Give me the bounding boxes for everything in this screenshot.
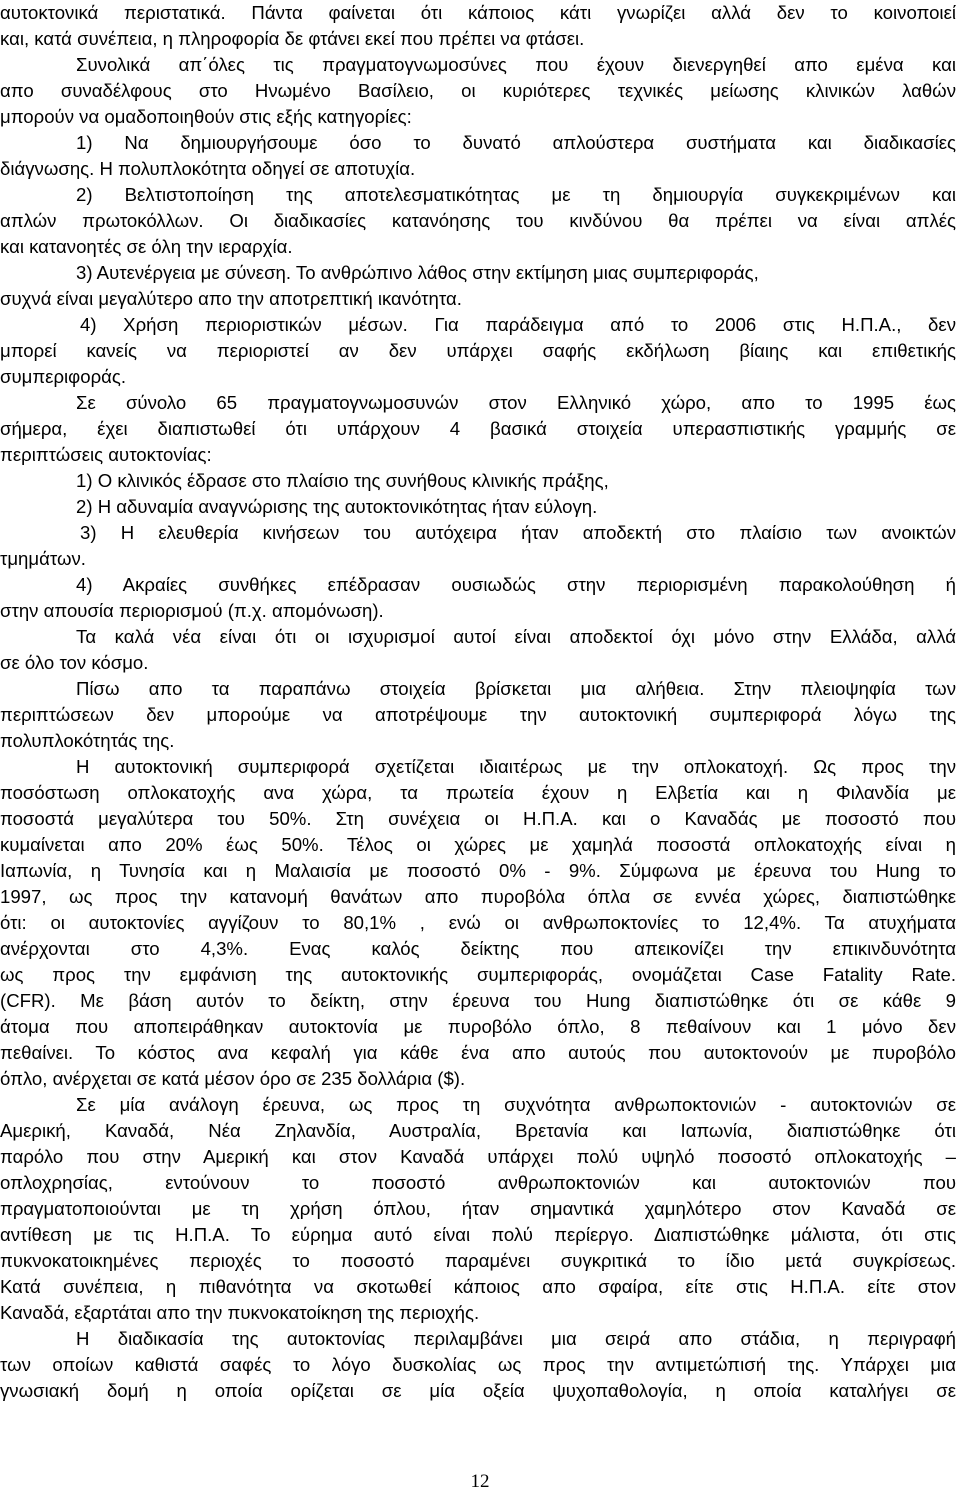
text-line: και, κατά συνέπεια, η πληροφορία δε φτάνει εκεί που πρέπει να φτάσει. bbox=[0, 28, 585, 49]
text-line: απλών πρωτοκόλλων. Οι διαδικασίες κατανόησης του κινδύνου θα πρέπει να είναι απλές bbox=[0, 210, 956, 231]
text-line: πυκνοκατοικημένες περιοχές το ποσοστό παραμένει συγκριτικά το ίδιο μετά συγκρίσεως. bbox=[0, 1250, 956, 1271]
text-line: 2) Η αδυναμία αναγνώρισης της αυτοκτονικότητας ήταν εύλογη. bbox=[76, 496, 598, 517]
text-line: ανέρχονται στο 4,3%. Ενας καλός δείκτης που απεικονίζει την επικινδυνότητα bbox=[0, 938, 956, 959]
text-line: Συνολικά απ΄όλες τις πραγματογνωμοσύνες που έχουν διενεργηθεί απο εμένα και bbox=[76, 54, 956, 75]
text-line: Η αυτοκτονική συμπεριφορά σχετίζεται ιδιαιτέρως με την οπλοκατοχή. Ως προς την bbox=[76, 756, 956, 777]
text-line: πολυπλοκότητάς της. bbox=[0, 730, 175, 751]
text-line: παρόλο που στην Αμερική και στον Καναδά υπάρχει πολύ υψηλό ποσοστό οπλοκατοχής – bbox=[0, 1146, 956, 1167]
text-line: 4) Χρήση περιοριστικών μέσων. Για παράδειγμα από το 2006 στις Η.Π.Α., δεν bbox=[80, 314, 956, 335]
text-line: και κατανοητές σε όλη την ιεραρχία. bbox=[0, 236, 293, 257]
text-line: μπορούν να ομαδοποιηθούν στις εξής κατηγορίες: bbox=[0, 106, 412, 127]
text-line: 1997, ως προς την κατανομή θανάτων απο πυροβόλα όπλα σε εννέα χώρες, διαπιστώθηκε bbox=[0, 886, 956, 907]
text-line: 1) Ο κλινικός έδρασε στο πλαίσιο της συνήθους κλινικής πράξης, bbox=[76, 470, 609, 491]
text-line: 3) Η ελευθερία κινήσεων του αυτόχειρα ήταν αποδεκτή στο πλαίσιο των ανοικτών bbox=[80, 522, 956, 543]
text-line: συχνά είναι μεγαλύτερο απο την αποτρεπτική ικανότητα. bbox=[0, 288, 462, 309]
text-line: Η διαδικασία της αυτοκτονίας περιλαμβάνει μια σειρά απο στάδια, η περιγραφή bbox=[76, 1328, 956, 1349]
text-line: σήμερα, έχει διαπιστωθεί ότι υπάρχουν 4 βασικά στοιχεία υπερασπιστικής γραμμής σε bbox=[0, 418, 956, 439]
text-line: Καναδά, εξαρτάται απο την πυκνοκατοίκηση της περιοχής. bbox=[0, 1302, 480, 1323]
text-line: Πίσω απο τα παραπάνω στοιχεία βρίσκεται μια αλήθεια. Στην πλειοψηφία των bbox=[76, 678, 956, 699]
text-line: 4) Ακραίες συνθήκες επέδρασαν ουσιωδώς στην περιορισμένη παρακολούθηση ή bbox=[76, 574, 956, 595]
text-line: κυμαίνεται απο 20% έως 50%. Τέλος οι χώρες με χαμηλά ποσοστά οπλοκατοχής είναι η bbox=[0, 834, 956, 855]
text-line: σε όλο τον κόσμο. bbox=[0, 652, 149, 673]
text-line: αυτοκτονικά περιστατικά. Πάντα φαίνεται ότι κάποιος κάτι γνωρίζει αλλά δεν το κοινοποιεί bbox=[0, 2, 956, 23]
text-line: (CFR). Με βάση αυτόν το δείκτη, στην έρευνα του Hung διαπιστώθηκε ότι σε κάθε 9 bbox=[0, 990, 956, 1011]
text-line: συμπεριφοράς. bbox=[0, 366, 127, 387]
text-line: ποσόστωση οπλοκατοχής ανα χώρα, τα πρωτεία έχουν η Ελβετία και η Φιλανδία με bbox=[0, 782, 956, 803]
page-number: 12 bbox=[470, 1471, 490, 1492]
text-line: οπλοχρησίας, εντούνουν το ποσοστό ανθρωποκτονιών και αυτοκτονιών που bbox=[0, 1172, 956, 1193]
text-line: διάγνωσης. Η πολυπλοκότητα οδηγεί σε αποτυχία. bbox=[0, 158, 416, 179]
text-line: πεθαίνει. Το κόστος ανα κεφαλή για κάθε ένα απο αυτούς που αυτοκτονούν με πυροβόλο bbox=[0, 1042, 956, 1063]
text-line: περιπτώσεων δεν μπορούμε να αποτρέψουμε την αυτοκτονική συμπεριφορά λόγω της bbox=[0, 704, 956, 725]
text-line: όπλο, ανέρχεται σε κατά μέσον όρο σε 235 δολλάρια ($). bbox=[0, 1068, 466, 1089]
text-line: άτομα που αποπειράθηκαν αυτοκτονία με πυροβόλο όπλο, 8 πεθαίνουν και 1 μόνο δεν bbox=[0, 1016, 956, 1037]
text-line: 1) Να δημιουργήσουμε όσο το δυνατό απλούστερα συστήματα και διαδικασίες bbox=[76, 132, 956, 153]
text-line: αντίθεση με τις Η.Π.Α. Το εύρημα αυτό είναι πολύ περίεργο. Διαπιστώθηκε μάλιστα, ότι στις bbox=[0, 1224, 956, 1245]
text-line: των οποίων καθιστά σαφές το λόγο δυσκολίας ως προς την αντιμετώπισή της. Υπάρχει μια bbox=[0, 1354, 956, 1375]
text-line: απο συναδέλφους στο Ηνωμένο Βασίλειο, οι κυριότερες τεχνικές μείωσης κλινικών λαθών bbox=[0, 80, 956, 101]
text-line: ως προς την εμφάνιση της αυτοκτονικής συμπεριφοράς, ονομάζεται Case Fatality Rate. bbox=[0, 964, 956, 985]
text-line: 3) Αυτενέργεια με σύνεση. Το ανθρώπινο λάθος στην εκτίμηση μιας συμπεριφοράς, bbox=[76, 262, 759, 283]
text-line: 2) Βελτιστοποίηση της αποτελεσματικότητας με τη δημιουργία συγκεκριμένων και bbox=[76, 184, 956, 205]
text-line: ότι: οι αυτοκτονίες αγγίζουν το 80,1% , ενώ οι ανθρωποκτονίες το 12,4%. Τα ατυχήματα bbox=[0, 912, 956, 933]
text-line: Σε μία ανάλογη έρευνα, ως προς τη συχνότητα ανθρωποκτονιών - αυτοκτονιών σε bbox=[76, 1094, 956, 1115]
text-line: στην απουσία περιορισμού (π.χ. απομόνωση). bbox=[0, 600, 384, 621]
text-line: Τα καλά νέα είναι ότι οι ισχυρισμοί αυτοί είναι αποδεκτοί όχι μόνο στην Ελλάδα, αλλά bbox=[76, 626, 956, 647]
text-line: περιπτώσεις αυτοκτονίας: bbox=[0, 444, 212, 465]
text-line: Κατά συνέπεια, η πιθανότητα να σκοτωθεί κάποιος απο σφαίρα, είτε στις Η.Π.Α. είτε στον bbox=[0, 1276, 956, 1297]
text-line: τμημάτων. bbox=[0, 548, 86, 569]
text-line: πραγματοποιούνται με τη χρήση όπλου, ήταν σημαντικά χαμηλότερο στον Καναδά σε bbox=[0, 1198, 956, 1219]
text-line: μπορεί κανείς να περιοριστεί αν δεν υπάρχει σαφής εκδήλωση βίαιης και επιθετικής bbox=[0, 340, 956, 361]
text-line: Σε σύνολο 65 πραγματογνωμοσυνών στον Ελληνικό χώρο, απο το 1995 έως bbox=[76, 392, 956, 413]
text-line: ποσοστά μεγαλύτερα του 50%. Στη συνέχεια οι Η.Π.Α. και ο Καναδάς με ποσοστό που bbox=[0, 808, 956, 829]
text-line: γνωσιακή δομή η οποία ορίζεται σε μία οξεία ψυχοπαθολογία, η οποία καταλήγει σε bbox=[0, 1380, 956, 1401]
text-line: Ιαπωνία, η Τυνησία και η Μαλαισία με ποσοστό 0% - 9%. Σύμφωνα με έρευνα του Hung το bbox=[0, 860, 956, 881]
text-line: Αμερική, Καναδά, Νέα Ζηλανδία, Αυστραλία, Βρετανία και Ιαπωνία, διαπιστώθηκε ότι bbox=[0, 1120, 956, 1141]
